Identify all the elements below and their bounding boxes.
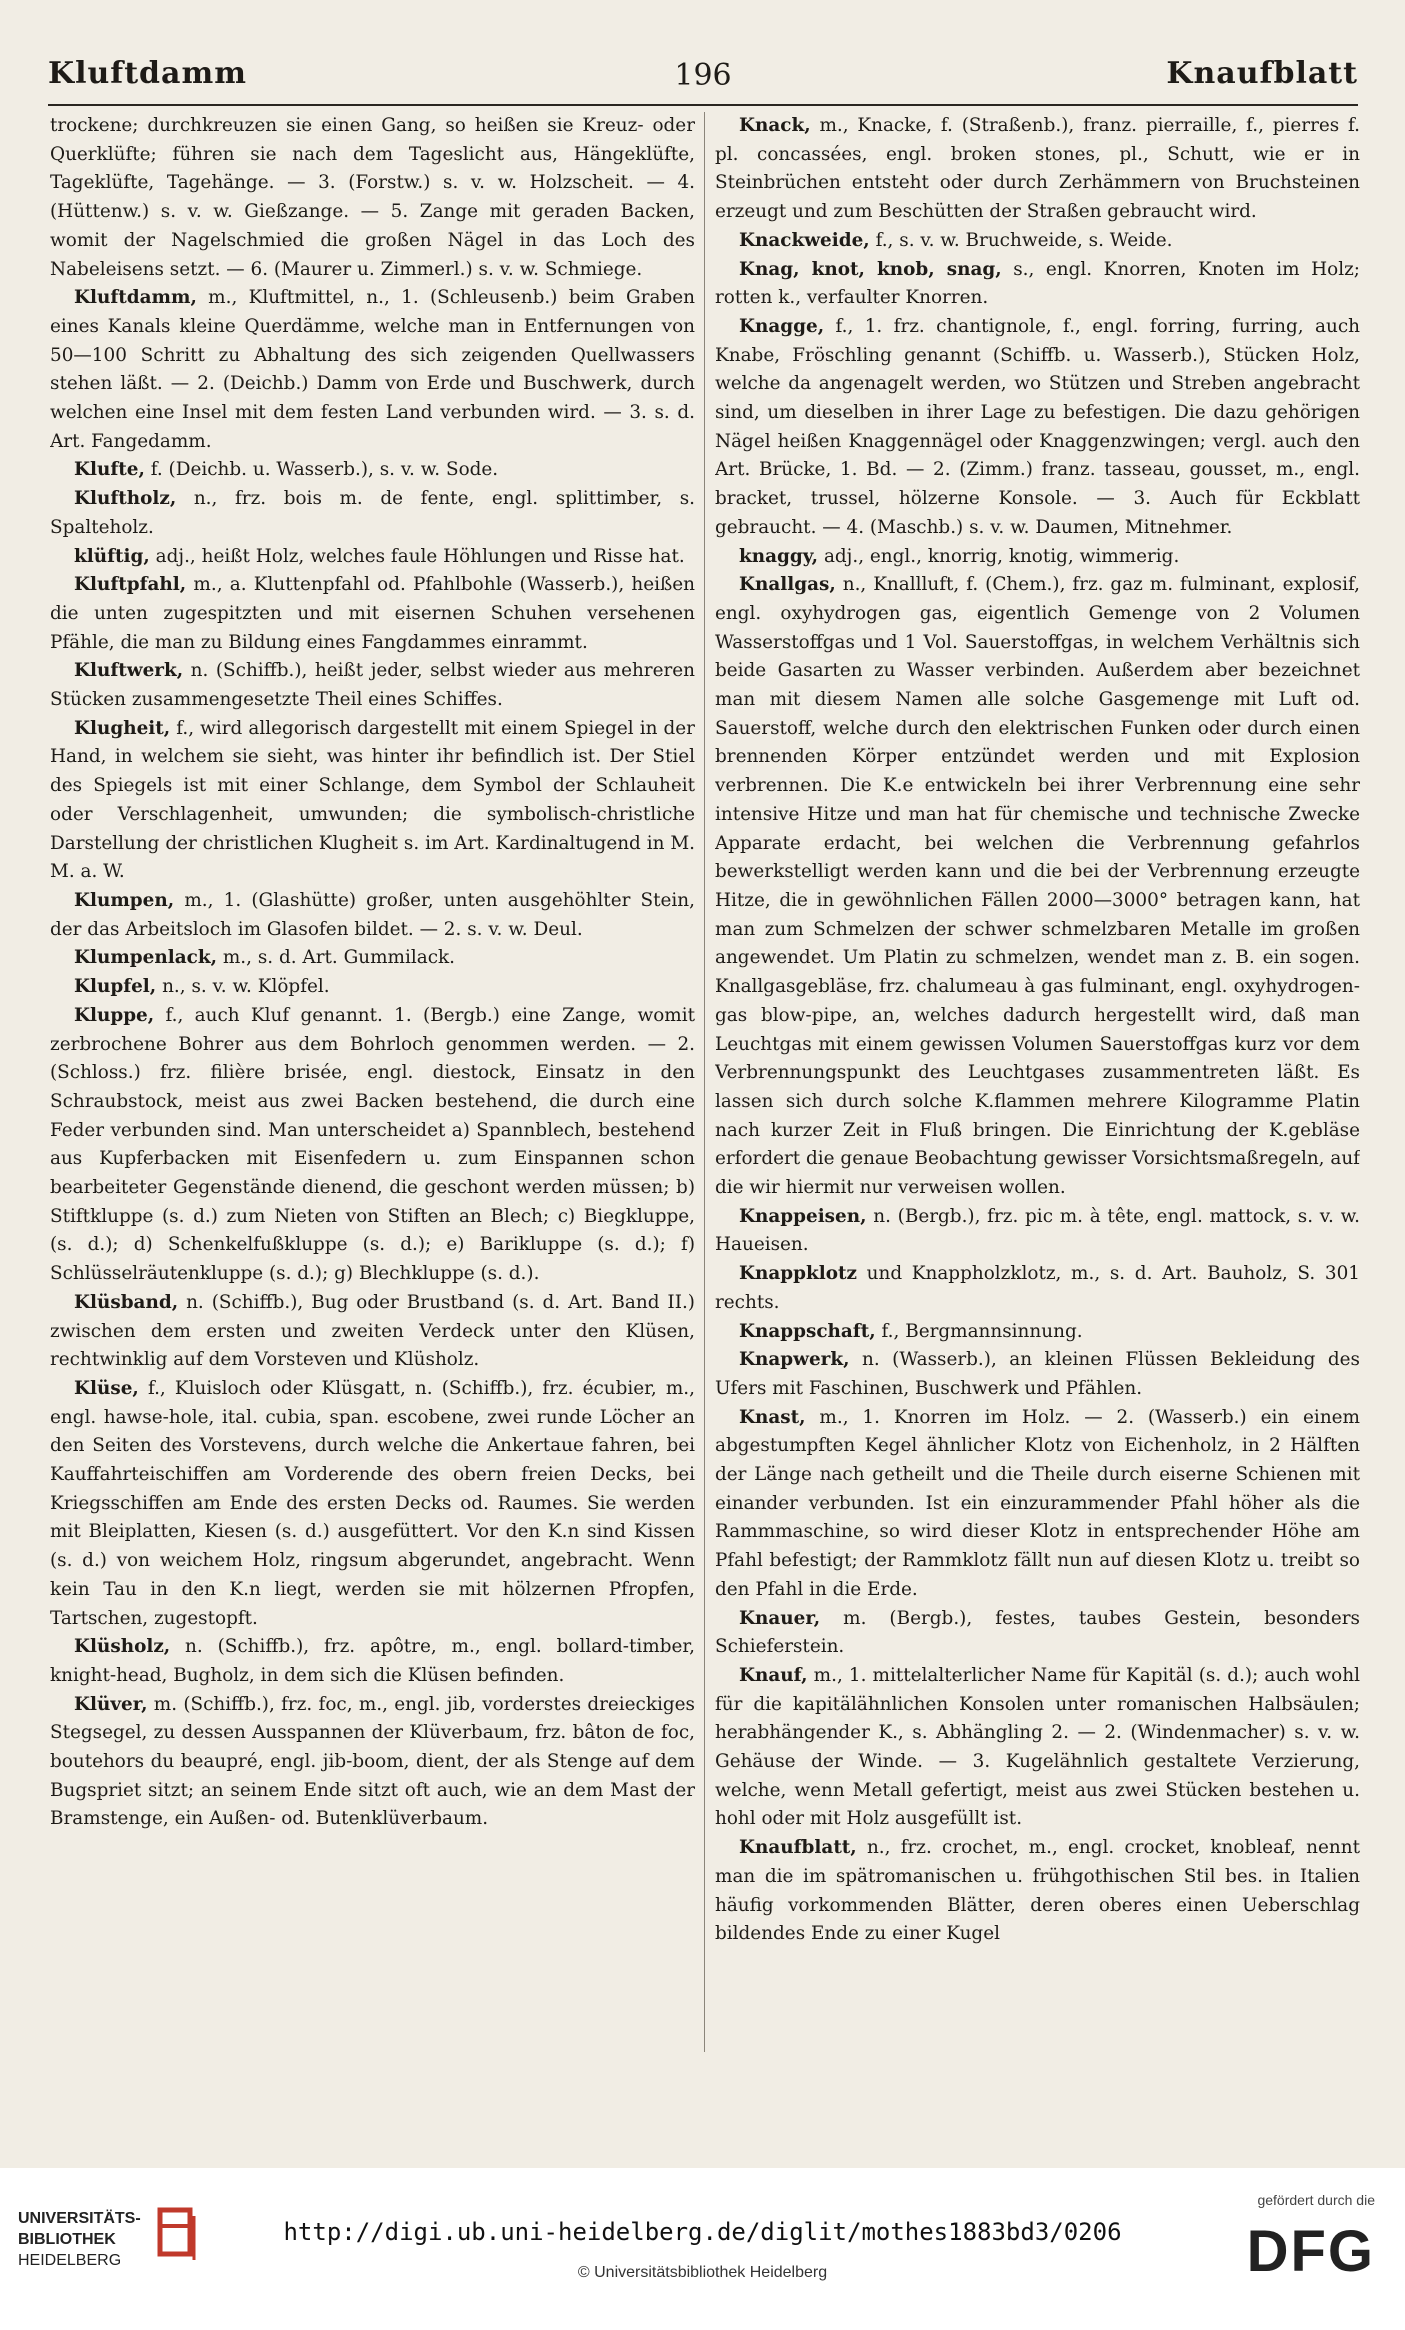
left-column	[50, 112, 695, 2067]
header-rule	[48, 104, 1358, 106]
page-number: 196	[674, 58, 732, 93]
entry-headword: knaggy,	[739, 545, 819, 567]
library-name-line3: HEIDELBERG	[18, 2252, 122, 2269]
footer-bar	[0, 2168, 1405, 2330]
dictionary-entry	[715, 1834, 1360, 1949]
dictionary-entry	[50, 944, 695, 973]
entry-headword: Knackweide,	[739, 229, 870, 251]
dictionary-entry	[50, 715, 695, 887]
dictionary-entry	[50, 284, 695, 456]
dictionary-entry	[50, 1002, 695, 1289]
dictionary-entry	[715, 1404, 1360, 1605]
dictionary-entry	[715, 256, 1360, 313]
entry-text: m. (Schiffb.), frz. foc, m., engl. jib, vorderstes dreieckiges Stegsegel, zu dessen Ausspannen der Klüverbaum, frz. bâton de foc, boutehors du beaupré, engl. jib-boom, dient, der als Stenge auf dem Bugspriet sitzt; an seinem Ende sitzt oft auch, wie an dem Mast der Bramstenge, ein Außen- od. Butenklüverbaum.	[50, 1693, 695, 1830]
entry-text: n. (Wasserb.), an kleinen Flüssen Bekleidung des Ufers mit Faschinen, Buschwerk und Pfählen.	[715, 1349, 1360, 1399]
entry-text: f., s. v. w. Bruchweide, s. Weide.	[875, 229, 1173, 251]
entry-headword: Knallgas,	[739, 574, 836, 596]
dictionary-entry	[715, 1203, 1360, 1260]
header-left-catchword: Kluftdamm	[48, 56, 247, 91]
dictionary-entry	[715, 571, 1360, 1202]
dfg-wordmark: DFG	[1246, 2219, 1375, 2284]
dfg-logo	[1215, 2192, 1375, 2302]
entry-text: und Knappholzklotz, m., s. d. Art. Bauholz, S. 301 rechts.	[715, 1263, 1360, 1313]
entry-headword: Klumpen,	[74, 889, 175, 911]
entry-text: f., auch Kluf genannt. 1. (Bergb.) eine Zange, womit zerbrochene Bohrer aus dem Bohrloch genommen werden. — 2. (Schloss.) frz. filière brisée, engl. diestock, Einsatz in den Schraubstock, meist aus zwei Backen bestehend, die durch eine Feder verbunden sind. Man unterscheidet a) Spannblech, bestehend aus Kupferbacken mit Eisenfedern u. zum Einspannen schon bearbeiteter Gegenstände dienend, die geschont werden müssen; b) Stiftkluppe (s. d.) zum Nieten von Stiften an Blech; c) Biegkluppe, (s. d.); d) Schenkelfußkluppe (s. d.); e) Barikluppe (s. d.); f) Schlüsselräutenkluppe (s. d.); g) Blechkluppe (s. d.).	[50, 1004, 695, 1285]
dictionary-entry	[50, 1375, 695, 1633]
dictionary-entry	[50, 1289, 695, 1375]
entry-text: m., 1. mittelalterlicher Name für Kapitäl (s. d.); auch wohl für die kapitälähnlichen Konsolen unter romanischen Halbsäulen; herabhängender K., s. Abhängling 2. — 2. (Windenmacher) s. v. w. Gehäuse der Winde. — 3. Kugelähnlich gestaltete Verzierung, welche, wenn Metall gefertigt, meist aus zwei Stücken bestehen u. hohl oder mit Holz ausgefüllt ist.	[715, 1664, 1360, 1830]
entry-headword: klüftig,	[74, 545, 150, 567]
entry-headword: Knast,	[739, 1406, 806, 1428]
dictionary-entry	[50, 112, 695, 284]
entry-text: m., 1. Knorren im Holz. — 2. (Wasserb.) ein einem abgestumpften Kegel ähnlicher Klotz von Eichenholz, in 2 Hälften der Länge nach getheilt und die Theile durch eiserne Schienen mit einander verbunden. Ist ein einzurammender Pfahl höher als die Rammmaschine, so wird dieser Klotz in entsprechender Höhe am Pfahl befestigt; der Rammklotz fällt nun auf diesen Klotz u. treibt so den Pfahl in die Erde.	[715, 1406, 1360, 1600]
entry-headword: Kluftwerk,	[74, 660, 184, 682]
entry-headword: Knappklotz	[739, 1263, 857, 1285]
entry-headword: Knappschaft,	[739, 1320, 876, 1342]
entry-text: m., Kluftmittel, n., 1. (Schleusenb.) beim Graben eines Kanals kleine Querdämme, welche man in Entfernungen von 50—100 Schritt zu Abhaltung des sich zeigenden Quellwassers stehen läßt. — 2. (Deichb.) Damm von Erde und Buschwerk, durch welchen eine Insel mit dem festen Land verbunden wird. — 3. s. d. Art. Fangedamm.	[50, 287, 695, 452]
dfg-funded-caption: gefördert durch die	[1257, 2192, 1375, 2208]
entry-headword: Knappeisen,	[739, 1205, 867, 1227]
entry-headword: Knauer,	[739, 1607, 821, 1629]
entry-headword: Kluftpfahl,	[74, 574, 187, 596]
dictionary-entry	[715, 313, 1360, 543]
column-divider	[704, 112, 705, 2052]
entry-text: m., s. d. Art. Gummilack.	[222, 947, 455, 969]
entry-headword: Klüver,	[74, 1693, 148, 1715]
entry-text: n., frz. bois m. de fente, engl. splittimber, s. Spalteholz.	[50, 488, 695, 538]
dictionary-entry	[50, 887, 695, 944]
entry-headword: Kluppe,	[74, 1004, 155, 1026]
entry-headword: Knauf,	[739, 1664, 808, 1686]
running-head	[48, 52, 1358, 102]
library-logo	[18, 2198, 203, 2298]
entry-headword: Klüse,	[74, 1377, 139, 1399]
entry-text: n. (Schiffb.), heißt jeder, selbst wieder aus mehreren Stücken zusammengesetzte Theil eines Schiffes.	[50, 660, 695, 711]
dictionary-entry	[715, 1260, 1360, 1317]
dictionary-entry	[715, 1346, 1360, 1403]
dictionary-entry	[50, 1633, 695, 1690]
entry-text: n., frz. crochet, m., engl. crocket, knobleaf, nennt man die im spätromanischen u. frühgothischen Stil bes. in Italien häufig vorkommenden Blätter, deren oberes einen Ueberschlag bildendes Ende zu einer Kugel	[715, 1837, 1360, 1945]
dictionary-entry	[715, 543, 1360, 572]
entry-text: n. (Bergb.), frz. pic m. à tête, engl. mattock, s. v. w. Haueisen.	[715, 1205, 1360, 1256]
entry-text: f., Kluisloch oder Klüsgatt, n. (Schiffb.), frz. écubier, m., engl. hawse-hole, ital. cubia, span. escobene, zwei runde Löcher an den Seiten des Vorstevens, durch welche die Ankertaue fahren, bei Kauffahrteischiffen am Vorderende des obern freien Decks, bei Kriegsschiffen am Ende des ersten Decks od. Raumes. Sie werden mit Bleiplatten, Kiesen (s. d.) ausgefüttert. Vor den K.n sind Kissen (s. d.) von weichem Holz, ringsum abgerundet, angebracht. Wenn kein Tau in den K.n liegt, werden sie mit hölzernen Pfropfen, Tartschen, zugestopft.	[50, 1377, 695, 1629]
dictionary-entry	[715, 1318, 1360, 1347]
entry-text: f., wird allegorisch dargestellt mit einem Spiegel in der Hand, in welchem sie sieht, was hinter ihr befindlich ist. Der Stiel des Spiegels ist mit einer Schlange, dem Symbol der Schlauheit oder Verschlagenheit, umwunden; die symbolisch-christliche Darstellung der christlichen Klugheit s. im Art. Kardinaltugend in M. M. a. W.	[50, 717, 695, 883]
entry-text: n. (Schiffb.), frz. apôtre, m., engl. bollard-timber, knight-head, Bugholz, in dem sich die Klüsen befinden.	[50, 1636, 695, 1686]
entry-headword: Klumpenlack,	[74, 947, 217, 969]
entry-headword: Klüsholz,	[74, 1636, 171, 1658]
entry-text: f. (Deichb. u. Wasserb.), s. v. w. Sode.	[150, 459, 499, 481]
entry-headword: Kluftholz,	[74, 488, 177, 510]
entry-headword: Knagge,	[739, 315, 825, 337]
entry-text: trockene; durchkreuzen sie einen Gang, so heißen sie Kreuz- oder Querklüfte; führen sie nach dem Tageslicht aus, Hängeklüfte, Tageklüfte, Tagehänge. — 3. (Forstw.) s. v. w. Holzscheit. — 4. (Hüttenw.) s. v. w. Gießzange. — 5. Zange mit geraden Backen, womit der Nagelschmied die großen Nägel in das Loch des Nabeleisens setzt. — 6. (Maurer u. Zimmerl.) s. v. w. Schmiege.	[50, 115, 695, 280]
dictionary-entry	[50, 571, 695, 657]
entry-text: m., Knacke, f. (Straßenb.), franz. pierraille, f., pierres f. pl. concassées, engl. broken stones, pl., Schutt, wie er in Steinbrüchen entsteht oder durch Zerhämmern von Bruchsteinen erzeugt und zum Beschütten der Straßen gebraucht wird.	[715, 115, 1360, 223]
header-right-catchword: Knaufblatt	[1166, 56, 1358, 91]
entry-headword: Klufte,	[74, 459, 145, 481]
entry-text: adj., engl., knorrig, knotig, wimmerig.	[823, 545, 1180, 567]
dictionary-entry	[50, 657, 695, 714]
entry-text: n. (Schiffb.), Bug oder Brustband (s. d. Art. Band II.) zwischen dem ersten und zweiten Verdeck unter den Klüsen, rechtwinklig auf dem Vorsteven und Klüsholz.	[50, 1291, 695, 1371]
dictionary-entry	[50, 543, 695, 572]
entry-headword: Knag, knot, knob, snag,	[739, 258, 1002, 280]
entry-text: n., Knallluft, f. (Chem.), frz. gaz m. fulminant, explosif, engl. oxyhydrogen gas, eigentlich Gemenge von 2 Volumen Wasserstoffgas und 1 Vol. Sauerstoffgas, in welchem Verhältnis sich beide Gasarten zu Wasser verbinden. Außerdem aber bezeichnet man mit diesem Namen alle solche Gasgemenge mit Luft od. Sauerstoff, welche durch den elektrischen Funken oder durch einen brennenden Körper entzündet werden und mit Explosion verbrennen. Die K.e entwickeln bei ihrer Verbrennung eine sehr intensive Hitze und man hat für chemische und technische Zwecke Apparate erdacht, bei welchen die Verbrennung gefahrlos bewerkstelligt werden kann und die bei der Verbrennung erzeugte Hitze, die in gewöhnlichen Fällen 2000—3000° betragen kann, hat man zum Schmelzen der schwer schmelzbaren Metalle im großen angewendet. Um Platin zu schmelzen, wendet man z. B. ein sogen. Knallgasgebläse, frz. chalumeau à gas fulminant, engl. oxyhydrogen-gas blow-pipe, an, welches dadurch hergestellt wird, daß man Leuchtgas mit einem gewissen Volumen Sauerstoffgas kurz vor dem Verbrennungspunkt des Leuchtgases zusammentreten läßt. Es lassen sich durch solche K.flammen mehrere Kilogramme Platin nach kurzer Zeit in Fluß bringen. Die Einrichtung der K.gebläse erfordert die genaue Beobachtung gewisser Vorsichtsmaßregeln, auf die wir hiermit nur verweisen wollen.	[715, 574, 1360, 1199]
dictionary-entry	[50, 456, 695, 485]
entry-text: m. (Bergb.), festes, taubes Gestein, besonders Schieferstein.	[715, 1607, 1360, 1658]
copyright-notice: © Universitätsbibliothek Heidelberg	[577, 2264, 828, 2281]
entry-headword: Klupfel,	[74, 976, 157, 998]
permalink-url[interactable]: http://digi.ub.uni-heidelberg.de/diglit/mothes1883bd3/0206	[283, 2218, 1122, 2246]
library-name-line2: BIBLIOTHEK	[18, 2231, 116, 2248]
dictionary-entry	[50, 1691, 695, 1835]
entry-text: m., 1. (Glashütte) großer, unten ausgehöhlter Stein, der das Arbeitsloch im Glasofen bildet. — 2. s. v. w. Deul.	[50, 889, 695, 940]
entry-headword: Knapwerk,	[739, 1349, 850, 1371]
entry-headword: Klüsband,	[74, 1291, 179, 1313]
library-name-line1: UNIVERSITÄTS-	[18, 2210, 141, 2227]
dictionary-entry	[715, 227, 1360, 256]
dictionary-entry	[715, 1605, 1360, 1662]
dictionary-entry	[50, 485, 695, 542]
dictionary-entry	[50, 973, 695, 1002]
entry-text: n., s. v. w. Klöpfel.	[162, 976, 330, 998]
entry-text: f., 1. frz. chantignole, f., engl. forring, furring, auch Knabe, Fröschling genannt (Schiffb. u. Wasserb.), Stücken Holz, welche da angenagelt werden, wo Stützen und Streben angebracht sind, um dieselben in ihrer Lage zu befestigen. Die dazu gehörigen Nägel heißen Knaggennägel oder Knaggenzwingen; vergl. auch den Art. Brücke, 1. Bd. — 2. (Zimm.) franz. tasseau, gousset, m., engl. bracket, trussel, hölzerne Konsole. — 3. Auch für Eckblatt gebraucht. — 4. (Maschb.) s. v. w. Daumen, Mitnehmer.	[715, 315, 1360, 538]
entry-text: s., engl. Knorren, Knoten im Holz; rotten k., verfaulter Knorren.	[715, 258, 1360, 309]
entry-headword: Kluftdamm,	[74, 287, 197, 309]
dictionary-entry	[715, 112, 1360, 227]
entry-text: adj., heißt Holz, welches faule Höhlungen und Risse hat.	[155, 545, 685, 567]
entry-headword: Knaufblatt,	[739, 1837, 857, 1859]
entry-headword: Klugheit,	[74, 717, 171, 739]
entry-text: m., a. Kluttenpfahl od. Pfahlbohle (Wasserb.), heißen die unten zugespitzten und mit eisernen Schuhen versehenen Pfähle, die man zu Bildung eines Fangdammes einrammt.	[50, 574, 695, 653]
entry-text: f., Bergmannsinnung.	[881, 1320, 1083, 1342]
dictionary-entry	[715, 1662, 1360, 1834]
right-column	[715, 112, 1360, 2067]
entry-headword: Knack,	[739, 115, 811, 136]
